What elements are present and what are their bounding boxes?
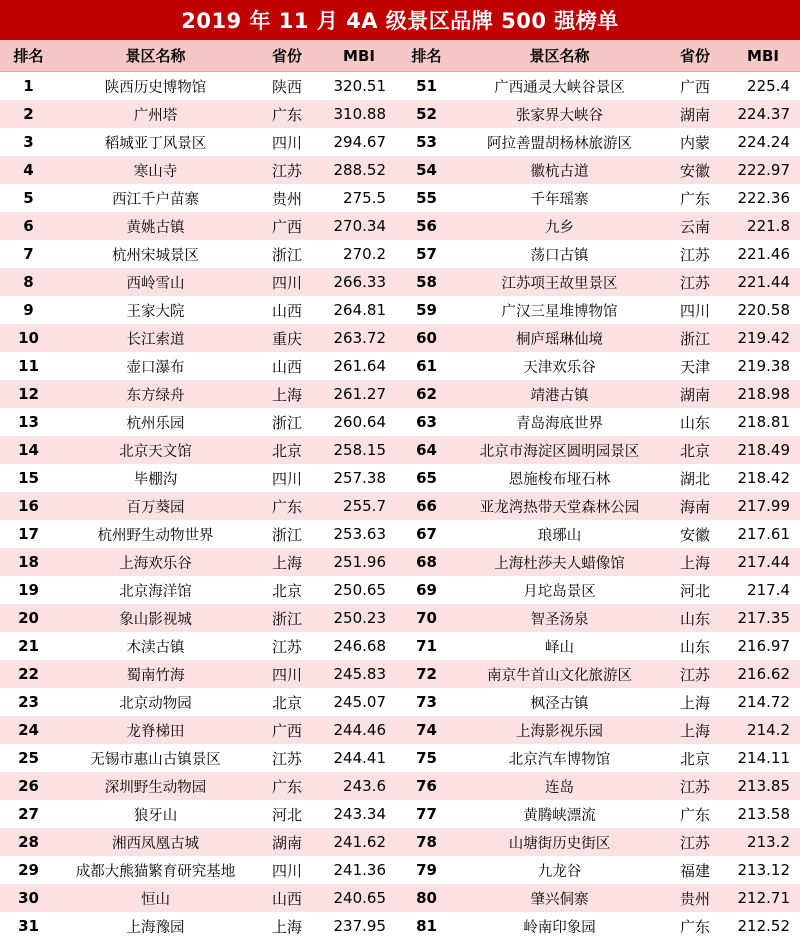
province-cell-right: 湖北 (664, 464, 726, 492)
rank-cell-right: 51 (398, 72, 455, 101)
header-rank: 排名 (0, 40, 57, 72)
mbi-cell: 257.38 (320, 464, 398, 492)
mbi-cell-right: 212.71 (726, 884, 800, 912)
mbi-cell-right: 218.81 (726, 408, 800, 436)
table-row (0, 324, 800, 352)
name-cell: 深圳野生动物园 (57, 772, 254, 800)
name-cell-right: 江苏项王故里景区 (455, 268, 664, 296)
name-cell: 东方绿舟 (57, 380, 254, 408)
rank-cell: 10 (0, 324, 57, 352)
rank-cell: 6 (0, 212, 57, 240)
province-cell: 浙江 (254, 604, 320, 632)
mbi-cell: 264.81 (320, 296, 398, 324)
header-province: 省份 (254, 40, 320, 72)
mbi-cell-right: 216.97 (726, 632, 800, 660)
province-cell-right: 浙江 (664, 324, 726, 352)
province-cell-right: 江苏 (664, 240, 726, 268)
table-row (0, 128, 800, 156)
name-cell-right: 黄腾峡漂流 (455, 800, 664, 828)
name-cell: 寒山寺 (57, 156, 254, 184)
name-cell-right: 北京汽车博物馆 (455, 744, 664, 772)
mbi-cell-right: 218.49 (726, 436, 800, 464)
rank-cell-right: 73 (398, 688, 455, 716)
rank-cell-right: 63 (398, 408, 455, 436)
rank-cell-right: 77 (398, 800, 455, 828)
province-cell: 广东 (254, 492, 320, 520)
mbi-cell-right: 214.2 (726, 716, 800, 744)
province-cell-right: 上海 (664, 716, 726, 744)
province-cell-right: 山东 (664, 408, 726, 436)
header-mbi: MBI (320, 40, 398, 72)
province-cell-right: 江苏 (664, 772, 726, 800)
rank-cell: 19 (0, 576, 57, 604)
rank-cell-right: 65 (398, 464, 455, 492)
mbi-cell: 251.96 (320, 548, 398, 576)
mbi-cell-right: 213.58 (726, 800, 800, 828)
province-cell: 河北 (254, 800, 320, 828)
mbi-cell-right: 217.61 (726, 520, 800, 548)
rank-cell: 26 (0, 772, 57, 800)
name-cell-right: 九龙谷 (455, 856, 664, 884)
name-cell: 湘西凤凰古城 (57, 828, 254, 856)
mbi-cell: 250.65 (320, 576, 398, 604)
name-cell: 杭州宋城景区 (57, 240, 254, 268)
province-cell: 广西 (254, 212, 320, 240)
province-cell-right: 湖南 (664, 380, 726, 408)
name-cell: 壶口瀑布 (57, 352, 254, 380)
name-cell-right: 九乡 (455, 212, 664, 240)
province-cell: 贵州 (254, 184, 320, 212)
rank-cell: 14 (0, 436, 57, 464)
province-cell-right: 海南 (664, 492, 726, 520)
rank-cell-right: 72 (398, 660, 455, 688)
mbi-cell-right: 221.46 (726, 240, 800, 268)
name-cell: 北京天文馆 (57, 436, 254, 464)
name-cell-right: 月坨岛景区 (455, 576, 664, 604)
rank-cell: 22 (0, 660, 57, 688)
name-cell-right: 枫泾古镇 (455, 688, 664, 716)
table-row (0, 548, 800, 576)
rank-cell: 15 (0, 464, 57, 492)
mbi-cell: 245.07 (320, 688, 398, 716)
name-cell-right: 靖港古镇 (455, 380, 664, 408)
rank-cell-right: 69 (398, 576, 455, 604)
name-cell: 杭州乐园 (57, 408, 254, 436)
rank-cell-right: 55 (398, 184, 455, 212)
province-cell: 山西 (254, 352, 320, 380)
rank-cell: 20 (0, 604, 57, 632)
province-cell: 山西 (254, 296, 320, 324)
name-cell: 成都大熊猫繁育研究基地 (57, 856, 254, 884)
province-cell: 四川 (254, 660, 320, 688)
name-cell-right: 徽杭古道 (455, 156, 664, 184)
table-row (0, 688, 800, 716)
rank-cell: 31 (0, 912, 57, 940)
rank-cell: 16 (0, 492, 57, 520)
name-cell-right: 岭南印象园 (455, 912, 664, 940)
mbi-cell: 240.65 (320, 884, 398, 912)
mbi-cell: 237.95 (320, 912, 398, 940)
rank-cell-right: 68 (398, 548, 455, 576)
mbi-cell-right: 217.99 (726, 492, 800, 520)
name-cell-right: 青岛海底世界 (455, 408, 664, 436)
mbi-cell-right: 217.35 (726, 604, 800, 632)
table-row (0, 184, 800, 212)
header-mbi-right: MBI (726, 40, 800, 72)
mbi-cell-right: 225.4 (726, 72, 800, 101)
name-cell-right: 广西通灵大峡谷景区 (455, 72, 664, 101)
province-cell-right: 山东 (664, 604, 726, 632)
province-cell: 浙江 (254, 408, 320, 436)
rank-cell: 12 (0, 380, 57, 408)
name-cell: 上海欢乐谷 (57, 548, 254, 576)
rank-cell: 24 (0, 716, 57, 744)
rank-cell: 30 (0, 884, 57, 912)
name-cell: 恒山 (57, 884, 254, 912)
name-cell: 稻城亚丁风景区 (57, 128, 254, 156)
table-row (0, 800, 800, 828)
table-row (0, 632, 800, 660)
mbi-cell: 275.5 (320, 184, 398, 212)
mbi-cell: 244.41 (320, 744, 398, 772)
province-cell-right: 广西 (664, 72, 726, 101)
rank-cell-right: 53 (398, 128, 455, 156)
rank-cell: 9 (0, 296, 57, 324)
rank-cell: 17 (0, 520, 57, 548)
mbi-cell-right: 217.44 (726, 548, 800, 576)
name-cell: 象山影视城 (57, 604, 254, 632)
mbi-cell: 253.63 (320, 520, 398, 548)
name-cell-right: 千年瑶寨 (455, 184, 664, 212)
table-row (0, 520, 800, 548)
province-cell: 北京 (254, 688, 320, 716)
province-cell-right: 广东 (664, 912, 726, 940)
mbi-cell-right: 221.44 (726, 268, 800, 296)
province-cell: 北京 (254, 436, 320, 464)
mbi-cell-right: 222.36 (726, 184, 800, 212)
rank-cell: 4 (0, 156, 57, 184)
mbi-cell-right: 213.85 (726, 772, 800, 800)
name-cell: 北京海洋馆 (57, 576, 254, 604)
province-cell-right: 江苏 (664, 660, 726, 688)
mbi-cell: 270.34 (320, 212, 398, 240)
mbi-cell: 250.23 (320, 604, 398, 632)
rank-cell-right: 74 (398, 716, 455, 744)
rank-cell-right: 79 (398, 856, 455, 884)
name-cell: 蜀南竹海 (57, 660, 254, 688)
rank-cell-right: 59 (398, 296, 455, 324)
province-cell: 四川 (254, 128, 320, 156)
name-cell: 西岭雪山 (57, 268, 254, 296)
table-row (0, 212, 800, 240)
rank-cell-right: 80 (398, 884, 455, 912)
table-row (0, 828, 800, 856)
table-row (0, 492, 800, 520)
name-cell-right: 上海影视乐园 (455, 716, 664, 744)
mbi-cell-right: 220.58 (726, 296, 800, 324)
province-cell-right: 内蒙 (664, 128, 726, 156)
province-cell: 江苏 (254, 156, 320, 184)
rank-cell-right: 57 (398, 240, 455, 268)
rank-cell: 2 (0, 100, 57, 128)
province-cell: 陕西 (254, 72, 320, 101)
ranking-table (0, 40, 800, 940)
province-cell-right: 安徽 (664, 156, 726, 184)
table-row (0, 660, 800, 688)
mbi-cell-right: 217.4 (726, 576, 800, 604)
rank-cell-right: 62 (398, 380, 455, 408)
name-cell: 百万葵园 (57, 492, 254, 520)
rank-cell-right: 58 (398, 268, 455, 296)
table-row (0, 856, 800, 884)
province-cell-right: 山东 (664, 632, 726, 660)
province-cell-right: 江苏 (664, 268, 726, 296)
rank-cell-right: 78 (398, 828, 455, 856)
rank-cell-right: 64 (398, 436, 455, 464)
mbi-cell: 263.72 (320, 324, 398, 352)
province-cell: 湖南 (254, 828, 320, 856)
table-row (0, 268, 800, 296)
table-row (0, 884, 800, 912)
name-cell-right: 亚龙湾热带天堂森林公园 (455, 492, 664, 520)
name-cell-right: 天津欢乐谷 (455, 352, 664, 380)
province-cell-right: 河北 (664, 576, 726, 604)
name-cell-right: 峄山 (455, 632, 664, 660)
table-row (0, 464, 800, 492)
province-cell: 重庆 (254, 324, 320, 352)
name-cell: 上海豫园 (57, 912, 254, 940)
mbi-cell: 243.34 (320, 800, 398, 828)
name-cell: 龙脊梯田 (57, 716, 254, 744)
name-cell: 狼牙山 (57, 800, 254, 828)
name-cell-right: 琅琊山 (455, 520, 664, 548)
rank-cell-right: 60 (398, 324, 455, 352)
table-row (0, 576, 800, 604)
mbi-cell: 288.52 (320, 156, 398, 184)
mbi-cell-right: 218.42 (726, 464, 800, 492)
province-cell: 四川 (254, 464, 320, 492)
name-cell-right: 北京市海淀区圆明园景区 (455, 436, 664, 464)
province-cell: 山西 (254, 884, 320, 912)
table-row (0, 772, 800, 800)
province-cell: 四川 (254, 856, 320, 884)
province-cell-right: 安徽 (664, 520, 726, 548)
province-cell-right: 北京 (664, 436, 726, 464)
rank-cell: 25 (0, 744, 57, 772)
rank-cell: 23 (0, 688, 57, 716)
mbi-cell-right: 224.37 (726, 100, 800, 128)
name-cell: 毕棚沟 (57, 464, 254, 492)
name-cell-right: 上海杜莎夫人蜡像馆 (455, 548, 664, 576)
rank-cell: 11 (0, 352, 57, 380)
mbi-cell: 266.33 (320, 268, 398, 296)
province-cell-right: 贵州 (664, 884, 726, 912)
name-cell-right: 阿拉善盟胡杨林旅游区 (455, 128, 664, 156)
province-cell-right: 云南 (664, 212, 726, 240)
mbi-cell-right: 214.11 (726, 744, 800, 772)
rank-cell-right: 54 (398, 156, 455, 184)
table-row (0, 716, 800, 744)
mbi-cell: 320.51 (320, 72, 398, 101)
header-name-right: 景区名称 (455, 40, 664, 72)
rank-cell: 21 (0, 632, 57, 660)
name-cell: 长江索道 (57, 324, 254, 352)
rank-cell: 5 (0, 184, 57, 212)
province-cell-right: 天津 (664, 352, 726, 380)
table-row (0, 408, 800, 436)
mbi-cell: 243.6 (320, 772, 398, 800)
mbi-cell-right: 214.72 (726, 688, 800, 716)
name-cell-right: 南京牛首山文化旅游区 (455, 660, 664, 688)
rank-cell-right: 76 (398, 772, 455, 800)
name-cell: 无锡市惠山古镇景区 (57, 744, 254, 772)
rank-cell: 8 (0, 268, 57, 296)
page-title: 2019 年 11 月 4A 级景区品牌 500 强榜单 (0, 0, 800, 40)
name-cell-right: 张家界大峡谷 (455, 100, 664, 128)
province-cell-right: 四川 (664, 296, 726, 324)
mbi-cell-right: 212.52 (726, 912, 800, 940)
rank-cell-right: 81 (398, 912, 455, 940)
name-cell: 北京动物园 (57, 688, 254, 716)
province-cell: 广东 (254, 100, 320, 128)
mbi-cell: 245.83 (320, 660, 398, 688)
rank-cell: 28 (0, 828, 57, 856)
province-cell: 上海 (254, 912, 320, 940)
header-province-right: 省份 (664, 40, 726, 72)
mbi-cell-right: 216.62 (726, 660, 800, 688)
table-row (0, 100, 800, 128)
province-cell: 浙江 (254, 240, 320, 268)
table-row (0, 436, 800, 464)
rank-cell: 29 (0, 856, 57, 884)
table-row (0, 604, 800, 632)
table-row (0, 156, 800, 184)
mbi-cell-right: 224.24 (726, 128, 800, 156)
province-cell-right: 上海 (664, 548, 726, 576)
province-cell-right: 北京 (664, 744, 726, 772)
province-cell: 浙江 (254, 520, 320, 548)
name-cell: 陕西历史博物馆 (57, 72, 254, 101)
rank-cell-right: 70 (398, 604, 455, 632)
rank-cell-right: 67 (398, 520, 455, 548)
mbi-cell-right: 219.42 (726, 324, 800, 352)
table-body (0, 72, 800, 941)
province-cell: 广东 (254, 772, 320, 800)
rank-cell-right: 75 (398, 744, 455, 772)
mbi-cell: 261.64 (320, 352, 398, 380)
name-cell-right: 连岛 (455, 772, 664, 800)
name-cell: 黄姚古镇 (57, 212, 254, 240)
rank-cell: 1 (0, 72, 57, 101)
rank-cell: 18 (0, 548, 57, 576)
name-cell: 西江千户苗寨 (57, 184, 254, 212)
header-rank-right: 排名 (398, 40, 455, 72)
mbi-cell: 255.7 (320, 492, 398, 520)
province-cell-right: 江苏 (664, 828, 726, 856)
name-cell-right: 肇兴侗寨 (455, 884, 664, 912)
province-cell: 广西 (254, 716, 320, 744)
rank-cell: 13 (0, 408, 57, 436)
mbi-cell: 270.2 (320, 240, 398, 268)
mbi-cell: 246.68 (320, 632, 398, 660)
rank-cell-right: 52 (398, 100, 455, 128)
table-header-row (0, 40, 800, 72)
province-cell: 江苏 (254, 632, 320, 660)
province-cell: 北京 (254, 576, 320, 604)
table-row (0, 72, 800, 101)
mbi-cell: 244.46 (320, 716, 398, 744)
mbi-cell-right: 213.2 (726, 828, 800, 856)
table-row (0, 352, 800, 380)
mbi-cell: 258.15 (320, 436, 398, 464)
province-cell-right: 湖南 (664, 100, 726, 128)
mbi-cell: 241.36 (320, 856, 398, 884)
name-cell-right: 恩施梭布垭石林 (455, 464, 664, 492)
table-row (0, 744, 800, 772)
province-cell-right: 上海 (664, 688, 726, 716)
rank-cell-right: 61 (398, 352, 455, 380)
name-cell-right: 桐庐瑶琳仙境 (455, 324, 664, 352)
province-cell-right: 福建 (664, 856, 726, 884)
province-cell-right: 广东 (664, 800, 726, 828)
mbi-cell-right: 221.8 (726, 212, 800, 240)
mbi-cell-right: 213.12 (726, 856, 800, 884)
province-cell-right: 广东 (664, 184, 726, 212)
name-cell-right: 智圣汤泉 (455, 604, 664, 632)
mbi-cell-right: 219.38 (726, 352, 800, 380)
province-cell: 上海 (254, 548, 320, 576)
name-cell-right: 荡口古镇 (455, 240, 664, 268)
name-cell: 王家大院 (57, 296, 254, 324)
name-cell: 杭州野生动物世界 (57, 520, 254, 548)
name-cell-right: 山塘街历史街区 (455, 828, 664, 856)
rank-cell: 27 (0, 800, 57, 828)
rank-cell-right: 66 (398, 492, 455, 520)
table-row (0, 240, 800, 268)
province-cell: 江苏 (254, 744, 320, 772)
province-cell: 上海 (254, 380, 320, 408)
name-cell: 广州塔 (57, 100, 254, 128)
mbi-cell: 260.64 (320, 408, 398, 436)
mbi-cell: 294.67 (320, 128, 398, 156)
mbi-cell-right: 222.97 (726, 156, 800, 184)
name-cell-right: 广汉三星堆博物馆 (455, 296, 664, 324)
rank-cell-right: 56 (398, 212, 455, 240)
header-name: 景区名称 (57, 40, 254, 72)
rank-cell: 7 (0, 240, 57, 268)
mbi-cell: 310.88 (320, 100, 398, 128)
mbi-cell: 241.62 (320, 828, 398, 856)
name-cell: 木渎古镇 (57, 632, 254, 660)
rank-cell-right: 71 (398, 632, 455, 660)
mbi-cell-right: 218.98 (726, 380, 800, 408)
table-row (0, 380, 800, 408)
rank-cell: 3 (0, 128, 57, 156)
province-cell: 四川 (254, 268, 320, 296)
table-row (0, 296, 800, 324)
mbi-cell: 261.27 (320, 380, 398, 408)
table-row (0, 912, 800, 940)
